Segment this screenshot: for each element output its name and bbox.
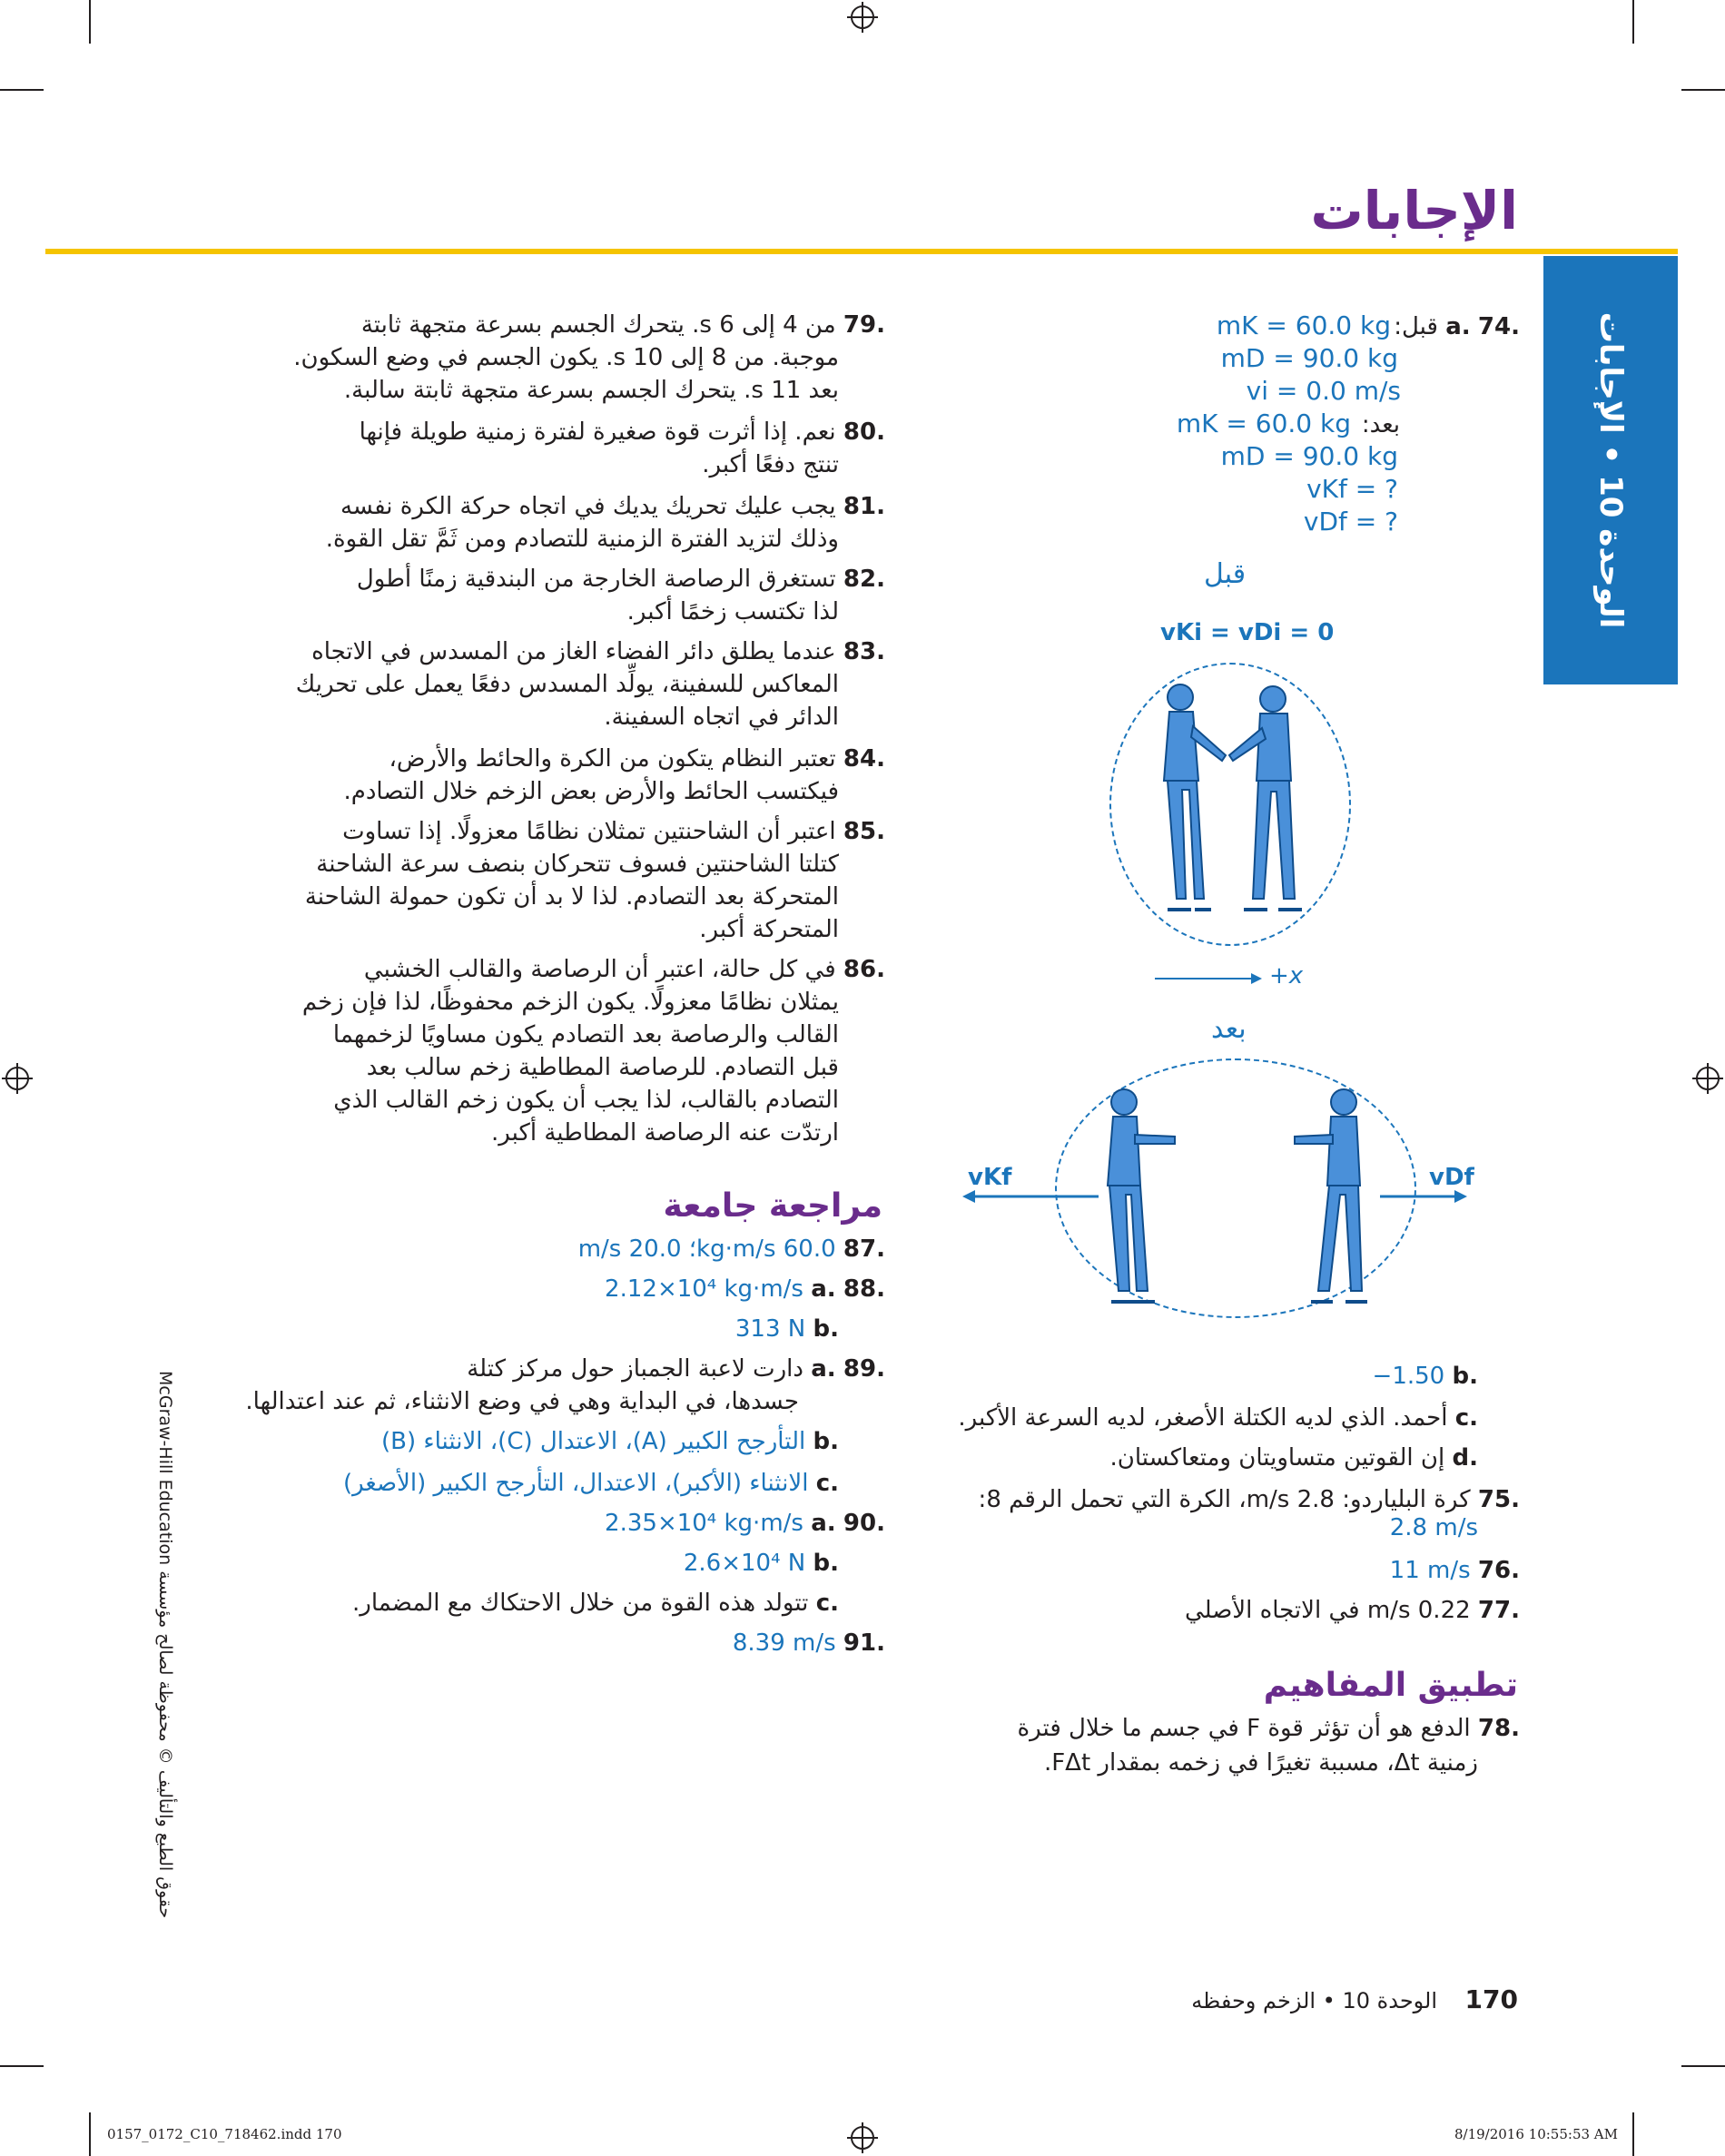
var-mK-after: mK = 60.0 kg [1176,409,1351,438]
crop-mark [1681,89,1725,91]
question-number: .88 [843,1275,885,1303]
question-number: .74 [1477,313,1520,340]
answer-text: 0.22 m/s في الاتجاه الأصلي [1184,1597,1471,1624]
page-number: 170 [1464,1984,1518,2014]
answer-line: تنتج دفعًا أكبر. [702,451,839,478]
answer-89b [294,1425,839,1458]
answer-line: التصادم بالقالب، لذا يجب أن يكون زخم القالب الذي [333,1087,839,1114]
registration-mark-icon [5,1067,29,1090]
answer-value: 313 N [734,1315,806,1343]
crop-mark [1632,2112,1634,2156]
question-number: .86 [843,956,885,983]
vkf-label: vKf [968,1164,1012,1191]
figure-before-label: قبل [1204,558,1247,590]
answer-line: المتحركة بعد التصادم. لذا لا بد أن تكون حمولة الشاحنة [304,883,839,911]
after-label: بعد: [1361,411,1400,438]
answer-85 [295,815,885,848]
answer-line: تستغرق الرصاصة الخارجة من البندقية زمنًا أطول [356,566,836,593]
answer-text: التأرجح الكبير (A)، الاعتدال (C)، الانثناء (B) [380,1428,806,1455]
answer-80 [295,416,885,448]
crop-mark [0,2065,44,2067]
crop-mark [0,89,44,91]
answer-line: فيكتسب الحائط والأرض بعض الزخم خلال التصادم. [343,778,839,805]
question-number: .75 [1477,1486,1520,1513]
crop-mark [89,0,91,44]
answer-90c [258,1587,839,1619]
registration-mark-icon [1696,1067,1720,1090]
crop-mark [1632,0,1634,44]
title-rule [45,249,1678,254]
answer-line: في كل حالة، اعتبر أن الرصاصة والقالب الخشبي [363,956,836,983]
answer-value: 2.12×10⁴ kg·m/s [605,1275,803,1303]
answer-line: دارت لاعبة الجمباز حول مركز كتلة [467,1355,803,1383]
footer [1191,1984,1518,2014]
crop-mark [1681,2065,1725,2067]
answer-82 [295,563,885,596]
answer-77 [1066,1594,1520,1627]
answer-value: 2.35×10⁴ kg·m/s [605,1510,803,1537]
answer-value: 8.39 m/s [732,1629,836,1657]
answer-86 [295,953,885,986]
answer-value: 2.6×10⁴ N [683,1550,806,1577]
question-number: .80 [843,418,885,446]
sub-label: .c [815,1590,839,1617]
answer-84 [295,743,885,775]
registration-mark-icon [851,5,874,29]
answer-74b [1115,1360,1478,1393]
sub-label: .d [1452,1444,1478,1472]
answer-90a [522,1507,885,1540]
answer-line: عندما يطلق دائر الفضاء الغاز من المسدس في الاتجاه [311,638,836,665]
var-mD-before: mD = 90.0 kg [1220,343,1398,373]
sub-label: .c [815,1470,839,1497]
figure-after-label: بعد [1211,1013,1247,1045]
answer-line: يمثلان نظامًا معزولًا. يكون الزخم محفوظًا، لذا فإن زخم [301,989,839,1016]
question-number: .78 [1477,1715,1520,1742]
answer-text: الدفع هو أن تؤثر قوة F في جسم ما خلال فترة [1017,1715,1471,1742]
var-mD-after: mD = 90.0 kg [1220,441,1398,471]
var-vi: vi = 0.0 m/s [1246,376,1401,406]
answer-line: الدائر في اتجاه السفينة. [604,704,839,731]
sub-label: .b [1452,1363,1478,1390]
question-number: .85 [843,818,885,845]
question-number: .81 [843,493,885,520]
answer-line: جسدها، في البداية وهي في وضع الانثناء، ثم عند اعتدالها. [245,1388,799,1415]
side-tab [1543,256,1678,684]
answer-line: المتحركة أكبر. [699,916,839,943]
answer-90b [567,1547,839,1580]
answer-line: يجب عليك تحريك يديك في اتجاه حركة الكرة نفسه [340,493,836,520]
question-number: .84 [843,745,885,773]
answer-text: الانثناء (الأكبر)، الاعتدال، التأرجح الكبير (الأصغر) [342,1470,809,1497]
answer-89c [258,1467,839,1500]
answer-line: ارتدّت عنه الرصاصة المطاطية أكبر. [491,1119,839,1147]
answer-value: 60.0 kg·m/s؛ 20.0 m/s [577,1236,836,1263]
answer-text: أحمد. الذي لديه الكتلة الأصغر، لديه السرعة الأكبر. [958,1404,1448,1432]
var-vKf: vKf = ? [1306,474,1398,504]
answer-88a [522,1273,885,1305]
answer-text: تتولد هذه القوة من خلال الاحتكاك مع المضمار. [352,1590,809,1617]
answer-line: بعد 11 s. يتحرك الجسم بسرعة متجهة ثابتة سالبة. [343,377,839,404]
question-number: .89 [843,1355,885,1383]
answer-line: اعتبر أن الشاحنتين تمثلان نظامًا معزولًا. إذا تساوت [342,818,836,845]
answer-value: 11 m/s [1389,1557,1471,1584]
answer-76 [1247,1554,1520,1587]
sub-label: .a [1445,313,1471,340]
question-number: .83 [843,638,885,665]
answer-87 [522,1233,885,1265]
sub-label: .a [811,1510,836,1537]
question-number: .90 [843,1510,885,1537]
answer-81 [295,490,885,523]
skaters-before-illustration [1117,672,1344,935]
answer-line: وذلك لتزيد الفترة الزمنية للتصادم ومن ثَمَّ تقل القوة. [325,526,839,553]
answer-78-line2: زمنية Δt، مسببة تغيرًا في زخمه بمقدار FΔt. [1043,1749,1478,1777]
answer-line: موجبة. من 8 إلى 10 s. يكون الجسم في وضع السكون. [293,344,839,371]
answer-75 [975,1483,1520,1516]
answer-74d [1024,1442,1478,1474]
answer-75-value: 2.8 m/s [1389,1514,1478,1541]
answer-line: كتلتا الشاحنتين فسوف تتحركان بنصف سرعة الشاحنة [316,851,839,878]
var-vDf: vDf = ? [1303,507,1398,537]
answer-83 [295,635,885,668]
answer-line: تعتبر النظام يتكون من الكرة والحائط والأرض، [389,745,836,773]
var-mK-before: mK = 60.0 kg [1216,310,1391,340]
question-number: .87 [843,1236,885,1263]
answer-91 [613,1627,885,1659]
answer-line: نعم. إذا أثرت قوة صغيرة لفترة زمنية طويلة فإنها [359,418,836,446]
registration-mark-icon [851,2126,874,2150]
question-number: .91 [843,1629,885,1657]
figure-before-equation: vKi = vDi = 0 [1160,619,1335,646]
before-label: قبل: [1394,313,1438,340]
sub-label: .b [813,1550,839,1577]
sub-label: .a [811,1355,836,1383]
answer-line: لذا تكتسب زخمًا أكبر. [626,598,839,625]
section-heading: مراجعة جامعة [663,1187,882,1225]
section-heading: تطبيق المفاهيم [1263,1667,1518,1704]
question-number: .82 [843,566,885,593]
footer-text: الوحدة 10 • الزخم وحفظه [1191,1988,1438,2013]
sub-label: .a [811,1275,836,1303]
answer-88b [567,1313,839,1345]
answer-line: من 4 إلى 6 s. يتحرك الجسم بسرعة متجهة ثابتة [360,311,836,339]
sub-label: .b [813,1428,839,1455]
answer-text: كرة البلياردو: 2.8 m/s، الكرة التي تحمل الرقم 8: [978,1486,1471,1513]
answer-78 [975,1712,1520,1745]
question-number: .76 [1477,1557,1520,1584]
answer-89a [295,1353,885,1385]
question-number: .77 [1477,1597,1520,1624]
skaters-after-illustration [1080,1080,1389,1316]
vdf-label: vDf [1429,1164,1474,1191]
slug-timestamp: 8/19/2016 10:55:53 AM [1454,2126,1618,2142]
sub-label: .c [1454,1404,1478,1432]
sub-label: .b [813,1315,839,1343]
answer-79 [295,309,885,341]
answer-line: قبل التصادم. للرصاصة المطاطية زخم سالب بعد [366,1054,839,1081]
copyright-notice: حقوق الطبع والتأليف © محفوظة لصالح مؤسسة McGraw-Hill Education [155,1371,175,1919]
page-title: الإجابات [1310,180,1518,241]
answer-74c [843,1402,1478,1434]
side-tab-label: الوحدة 10 • الإجابات [1592,311,1629,629]
answer-line: القالب والرصاصة بعد التصادم يكون مساويًا لزخمهما [332,1021,839,1048]
answer-value: −1.50 [1372,1363,1445,1390]
positive-x-arrow [1155,968,1264,989]
question-number: .79 [843,311,885,339]
answer-line: المعاكس للسفينة، يولِّد المسدس دفعًا يعمل على تحريك [295,671,839,698]
positive-x-label: +x [1269,962,1304,989]
crop-mark [89,2112,91,2156]
answer-text: إن القوتين متساويتان ومتعاكستان. [1109,1444,1445,1472]
slug-filename: 0157_0172_C10_718462.indd 170 [107,2126,342,2142]
